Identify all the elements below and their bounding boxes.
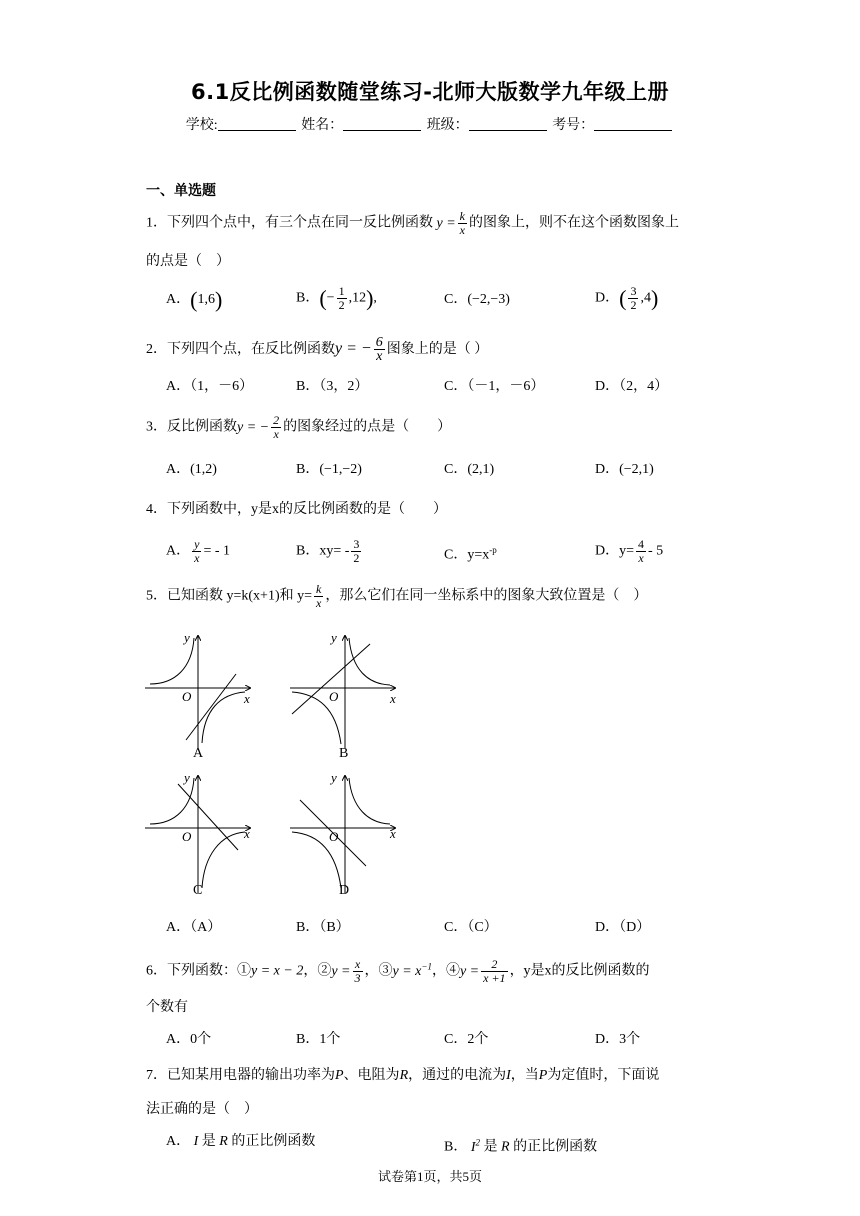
q1-formula: y = $\frac{k}{x}$ <box>436 209 465 237</box>
q7-text-f: 法正确的是（ ） <box>146 1102 258 1117</box>
q4-option-c[interactable]: C．$y=x^{-p}$ <box>444 545 497 563</box>
svg-text:x: x <box>244 691 250 706</box>
svg-text:y: y <box>331 770 337 785</box>
graph-d <box>290 776 395 893</box>
exam-no-blank[interactable] <box>594 116 672 131</box>
q2-option-d[interactable]: D．（2，4） <box>595 379 669 394</box>
q2-option-c[interactable]: C．（－1，－6） <box>444 379 545 394</box>
question-3: 3．反比例函数y = − $\frac{2}{x}$ 的图象经过的点是（ ） <box>146 413 452 441</box>
page-footer: 试卷第1页，共5页 <box>377 1169 482 1184</box>
q6-option-d[interactable]: D．3个 <box>595 1032 641 1047</box>
student-info-line <box>0 114 860 134</box>
school-label: 学校: <box>185 118 218 133</box>
graph-label-b: B <box>339 746 349 761</box>
q7-option-a[interactable]: A． I 是 R 的正比例函数 <box>166 1134 316 1149</box>
question-7: 7．已知某用电器的输出功率为P、电阻为R，通过的电流为I，当P为定值时，下面说 <box>146 1068 660 1083</box>
question-1 <box>146 210 679 237</box>
q1-text-c: 的点是（ ） <box>146 254 230 269</box>
q6-option-b[interactable]: B．1个 <box>296 1032 341 1047</box>
svg-text:x: x <box>390 691 396 706</box>
svg-text:O: O <box>182 689 192 704</box>
q1-text-a: 下列四个点中，有三个点在同一反比例函数 <box>167 215 433 231</box>
graph-label-a: A <box>193 746 204 761</box>
q5-option-a[interactable]: A．（A） <box>166 920 222 935</box>
q3-option-c[interactable]: C．(2,1) <box>444 462 495 477</box>
q1-option-c[interactable]: C．(−2,−3) <box>444 292 510 307</box>
svg-text:y: y <box>184 630 190 645</box>
graph-b <box>290 636 395 748</box>
question-6: 6．下列函数：①y = x − 2，②y = $\frac{x}{3}$ ，③y = $x^{-1}$，④y = $\frac{2}{x +1}$ ，y是x的反比例函数的 <box>146 956 650 985</box>
graph-a <box>145 636 250 748</box>
section-title: 一、单选题 <box>146 183 216 199</box>
name-blank[interactable] <box>343 116 421 131</box>
question-2: 2．下列四个点，在反比例函数y = − $\frac{6}{x}$ 图象上的是（ ） <box>146 335 489 364</box>
q1-option-d[interactable]: D．( $\frac{3}{2}$ ,4) <box>595 284 659 312</box>
svg-text:x: x <box>244 826 250 841</box>
school-blank[interactable] <box>218 116 296 131</box>
q3-option-a[interactable]: A．(1,2) <box>166 462 217 477</box>
q7-option-b[interactable]: B． $I^2$ 是 R 的正比例函数 <box>444 1137 598 1155</box>
q4-option-a[interactable]: A． $\frac{y}{x}$ = - 1 <box>166 537 231 565</box>
q5-graphs <box>140 628 420 908</box>
q3-formula: y = − $\frac{2}{x}$ <box>237 413 280 441</box>
q5-option-c[interactable]: C．（C） <box>444 920 498 935</box>
q1-option-a[interactable]: A．(1,6) <box>166 287 223 312</box>
name-label: 姓名： <box>301 118 344 133</box>
q4-option-d[interactable]: D．y= $\frac{4}{x}$ - 5 <box>595 537 664 565</box>
question-4: 4．下列函数中，y是x的反比例函数的是（ ） <box>146 502 447 517</box>
q5-option-b[interactable]: B．（B） <box>296 920 350 935</box>
q3-option-d[interactable]: D．(−2,1) <box>595 462 654 477</box>
class-label: 班级： <box>426 118 469 133</box>
svg-text:x: x <box>390 826 396 841</box>
graph-c <box>145 776 250 893</box>
q6-option-c[interactable]: C．2个 <box>444 1032 489 1047</box>
exam-no-label: 考号： <box>552 118 595 133</box>
q6-option-a[interactable]: A．0个 <box>166 1032 212 1047</box>
q2-option-b[interactable]: B．（3，2） <box>296 379 369 394</box>
q2-formula: y = − $\frac{6}{x}$ <box>335 335 383 364</box>
svg-text:y: y <box>184 770 190 785</box>
svg-text:O: O <box>182 829 192 844</box>
class-blank[interactable] <box>469 116 547 131</box>
q6-text-f: 个数有 <box>146 1000 188 1015</box>
svg-text:y: y <box>331 630 337 645</box>
q2-option-a[interactable]: A．（1，－6） <box>166 379 254 394</box>
q1-number: 1． <box>146 215 167 231</box>
q4-option-b[interactable]: B．xy= - $\frac{3}{2}$ <box>296 537 360 565</box>
q3-option-b[interactable]: B．(−1,−2) <box>296 462 362 477</box>
svg-text:O: O <box>329 689 339 704</box>
document-title: 6.1反比例函数随堂练习-北师大版数学九年级上册 <box>191 80 669 104</box>
q5-option-d[interactable]: D．（D） <box>595 920 651 935</box>
q1-text-b: 的图象上，则不在这个函数图象上 <box>469 215 679 231</box>
question-5: 5．已知函数 y=k(x+1)和 y= $\frac{k}{x}$ ，那么它们在同一坐标系中的图象大致位置是（ ） <box>146 582 648 610</box>
graph-label-c: C <box>193 883 203 898</box>
svg-text:O: O <box>329 829 339 844</box>
q1-option-b[interactable]: B．(− $\frac{1}{2}$ ,12), <box>296 284 377 312</box>
graph-label-d: D <box>339 883 350 898</box>
